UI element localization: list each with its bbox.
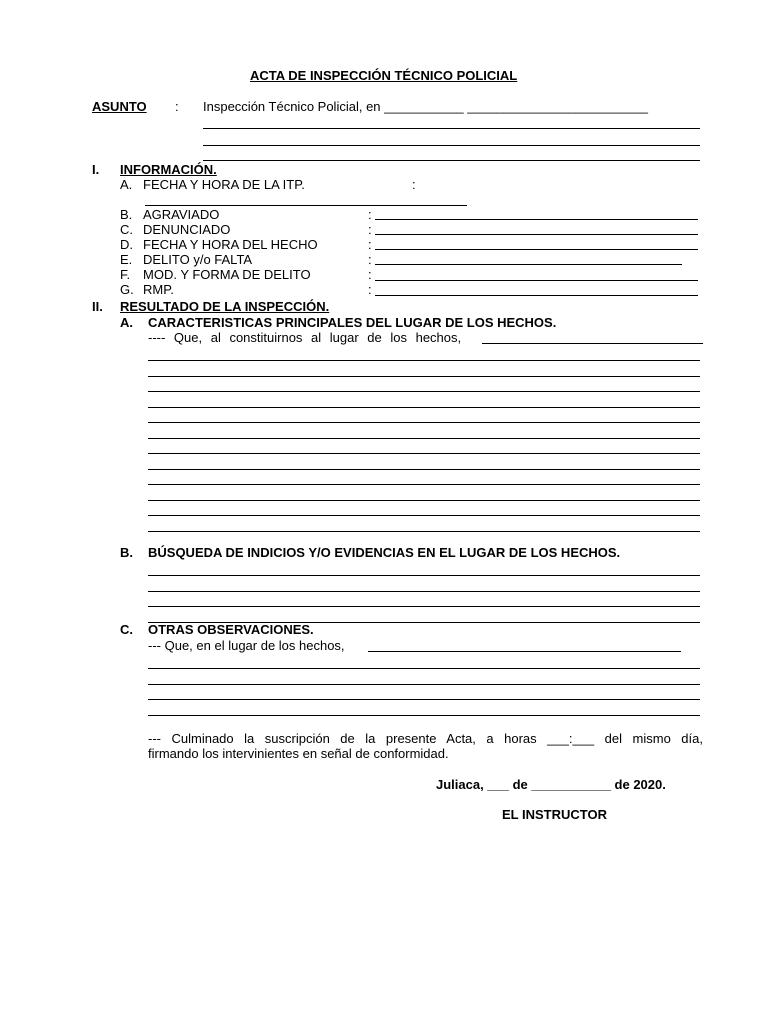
subsection-b-blank-line	[148, 606, 700, 607]
field-letter: D.	[120, 237, 133, 252]
document-title: ACTA DE INSPECCIÓN TÉCNICO POLICIAL	[250, 68, 518, 83]
section-2-heading: RESULTADO DE LA INSPECCIÓN.	[120, 299, 330, 314]
subsection-a-blank-line	[148, 531, 700, 532]
subsection-a-blank-line	[148, 422, 700, 423]
field-colon: :	[368, 252, 372, 267]
place-date: Juliaca, ___ de ___________ de 2020.	[436, 777, 666, 792]
subsection-b-blank-line	[148, 591, 700, 592]
asunto-blank-line	[203, 128, 700, 129]
field-colon: :	[368, 282, 372, 297]
asunto-colon: :	[175, 99, 179, 114]
field-blank-fecha-hecho	[375, 249, 698, 250]
subsection-b-blank-line	[148, 575, 700, 576]
subsection-b-letter: B.	[120, 545, 133, 560]
field-blank-denunciado	[375, 234, 698, 235]
subsection-c-blank-line	[148, 668, 700, 669]
subsection-a-blank-line	[148, 500, 700, 501]
subsection-a-blank-line	[148, 515, 700, 516]
subsection-a-blank-line	[148, 438, 700, 439]
field-label-delito: DELITO y/o FALTA	[143, 252, 253, 267]
asunto-blank-line	[203, 145, 700, 146]
section-1-number: I.	[92, 162, 100, 177]
field-label-fecha-itp: FECHA Y HORA DE LA ITP.	[143, 177, 305, 192]
subsection-a-blank-line	[148, 391, 700, 392]
section-1-heading: INFORMACIÓN.	[120, 162, 217, 177]
subsection-a-lead: ---- Que, al constituirnos al lugar de los hechos,	[148, 330, 462, 345]
field-letter: G.	[120, 282, 134, 297]
subsection-c-lead-blank	[368, 651, 681, 652]
subsection-a-blank-line	[148, 360, 700, 361]
field-colon: :	[368, 267, 372, 282]
field-colon: :	[368, 237, 372, 252]
field-label-modalidad: MOD. Y FORMA DE DELITO	[143, 267, 311, 282]
field-blank-agraviado	[375, 219, 698, 220]
field-colon: :	[368, 207, 372, 222]
field-colon: :	[368, 222, 372, 237]
subsection-c-heading: OTRAS OBSERVACIONES.	[148, 622, 314, 637]
field-label-rmp: RMP.	[143, 282, 174, 297]
field-label-denunciado: DENUNCIADO	[143, 222, 231, 237]
subsection-c-blank-line	[148, 715, 700, 716]
subsection-a-lead-blank	[482, 343, 703, 344]
field-blank-rmp	[375, 295, 698, 296]
signature-label: EL INSTRUCTOR	[502, 807, 607, 822]
subsection-c-blank-line	[148, 699, 700, 700]
field-blank-delito	[375, 264, 682, 265]
field-letter: B.	[120, 207, 133, 222]
asunto-label: ASUNTO	[92, 99, 147, 114]
field-letter: E.	[120, 252, 133, 267]
closing-line-1: --- Culminado la suscripción de la presente Acta, a horas ___:___ del mismo día,	[148, 731, 703, 746]
field-letter: A.	[120, 177, 133, 192]
field-letter: F.	[120, 267, 131, 282]
section-2-number: II.	[92, 299, 103, 314]
subsection-a-blank-line	[148, 484, 700, 485]
subsection-c-letter: C.	[120, 622, 133, 637]
subsection-b-heading: BÚSQUEDA DE INDICIOS Y/O EVIDENCIAS EN EL LUGAR DE LOS HECHOS.	[148, 545, 621, 560]
field-letter: C.	[120, 222, 133, 237]
subsection-a-letter: A.	[120, 315, 133, 330]
subsection-c-blank-line	[148, 684, 700, 685]
subsection-c-lead: --- Que, en el lugar de los hechos,	[148, 638, 345, 653]
field-blank-modalidad	[375, 280, 698, 281]
asunto-text: Inspección Técnico Policial, en ___________ _________________________	[203, 99, 649, 114]
field-label-fecha-hecho: FECHA Y HORA DEL HECHO	[143, 237, 318, 252]
field-label-agraviado: AGRAVIADO	[143, 207, 220, 222]
subsection-a-blank-line	[148, 453, 700, 454]
asunto-blank-line	[203, 160, 700, 161]
field-blank-fecha-itp	[145, 205, 467, 206]
subsection-a-heading: CARACTERISTICAS PRINCIPALES DEL LUGAR DE LOS HECHOS.	[148, 315, 557, 330]
closing-line-2: firmando los intervinientes en señal de conformidad.	[148, 746, 449, 761]
field-colon: :	[412, 177, 416, 192]
subsection-a-blank-line	[148, 376, 700, 377]
subsection-a-blank-line	[148, 469, 700, 470]
subsection-a-blank-line	[148, 407, 700, 408]
